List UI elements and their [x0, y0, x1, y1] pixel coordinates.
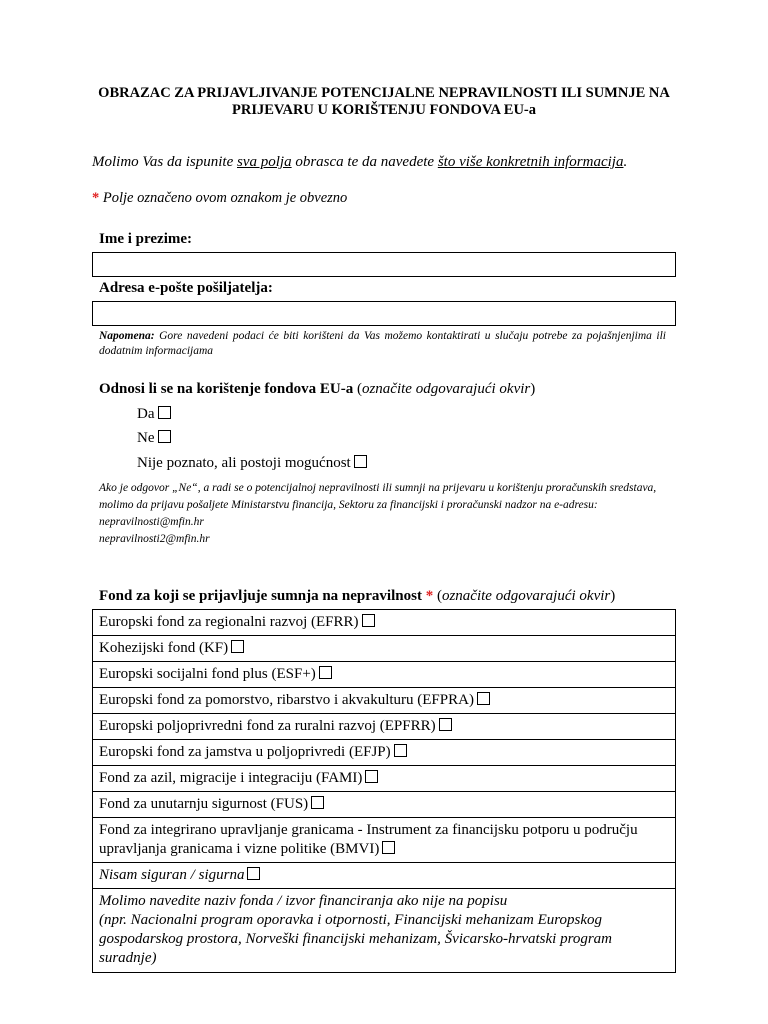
checkbox[interactable] [477, 692, 490, 705]
fund-label: Europski fond za regionalni razvoj (EFRR) [99, 614, 359, 630]
required-note [92, 190, 347, 207]
fund-label: Nisam siguran / sigurna [99, 867, 245, 883]
fund-row[interactable] [93, 662, 676, 688]
intro-text [92, 154, 627, 171]
info-text [99, 480, 659, 548]
option-label: Ne [137, 430, 155, 446]
other-fund-label: Molimo navedite naziv fonda / izvor financiranja ako nije na popisu [99, 893, 508, 909]
fund-label: Fond za azil, migracije i integraciju (FAMI) [99, 770, 363, 786]
form-title: OBRAZAC ZA PRIJAVLJIVANJE POTENCIJALNE NEPRAVILNOSTI ILI SUMNJE NA PRIJEVARU U KORIŠTENJU FONDOVA EU-a [98, 85, 670, 118]
fund-row[interactable] [93, 688, 676, 714]
checkbox[interactable] [439, 718, 452, 731]
info-email: nepravilnosti2@mfin.hr [99, 533, 210, 545]
other-fund-example[interactable]: (npr. Nacionalni program oporavka i otpornosti, Financijski mehanizam Europskog gospodarskog prostora, Norveški financijski mehanizam, Švicarsko-hrvatski program suradnje) [99, 912, 613, 966]
checkbox[interactable] [365, 770, 378, 783]
fund-row-not-sure[interactable] [93, 863, 676, 889]
fund-row[interactable] [93, 792, 676, 818]
fund-row[interactable] [93, 610, 676, 636]
intro-underlined: sva polja [237, 154, 292, 170]
fund-row[interactable] [93, 740, 676, 766]
checkbox[interactable] [382, 841, 395, 854]
question-label: Odnosi li se na korištenje fondova EU-a [99, 381, 354, 397]
fund-label: Europski fond za jamstva u poljoprivredi (EFJP) [99, 744, 391, 760]
option-ne[interactable] [137, 430, 171, 447]
required-star: * [425, 588, 434, 604]
fund-label: Europski poljoprivredni fond za ruralni razvoj (EPFRR) [99, 718, 436, 734]
option-label: Nije poznato, ali postoji mogućnost [137, 455, 351, 471]
checkbox[interactable] [354, 455, 367, 468]
email-input[interactable] [92, 301, 676, 326]
fund-label: Europski socijalni fond plus (ESF+) [99, 666, 316, 682]
email-label: Adresa e-pošte pošiljatelja: [99, 280, 273, 296]
checkbox[interactable] [158, 430, 171, 443]
eu-funds-question: Odnosi li se na korištenje fondova EU-a (označite odgovarajući okvir) [99, 381, 536, 397]
name-input[interactable] [92, 252, 676, 277]
info-email: nepravilnosti@mfin.hr [99, 516, 204, 528]
info-paragraph: Ako je odgovor „Ne“, a radi se o potencijalnoj nepravilnosti ili sumnji na prijevaru u korištenju proračunskih sredstava, molimo da prijavu pošaljete Ministarstvu financija, Sektoru za financijski i proračunski nadzor na e-adresu: [99, 482, 657, 511]
checkbox[interactable] [158, 406, 171, 419]
question-label: Fond za koji se prijavljuje sumnja na nepravilnost [99, 588, 422, 604]
fund-row-other [93, 889, 676, 973]
note-label: Napomena: [99, 330, 155, 342]
checkbox[interactable] [231, 640, 244, 653]
question-hint: označite odgovarajući okvir [361, 381, 531, 397]
option-da[interactable] [137, 406, 171, 423]
checkbox[interactable] [394, 744, 407, 757]
fund-label: Fond za unutarnju sigurnost (FUS) [99, 796, 309, 812]
fund-label: Kohezijski fond (KF) [99, 640, 229, 656]
fund-question: Fond za koji se prijavljuje sumnja na nepravilnost * (označite odgovarajući okvir) [99, 588, 616, 604]
fund-row[interactable] [93, 766, 676, 792]
fund-label: Europski fond za pomorstvo, ribarstvo i akvakulturu (EFPRA) [99, 692, 474, 708]
option-unknown[interactable] [137, 455, 367, 472]
intro-underlined: što više konkretnih informacija [437, 154, 624, 170]
checkbox[interactable] [247, 867, 260, 880]
option-label: Da [137, 406, 155, 422]
required-text: Polje označeno ovom oznakom je obvezno [99, 190, 348, 206]
fund-label: Fond za integrirano upravljanje granicama - Instrument za financijsku potporu u području upravljanja granicama i vizne politike (BMVI) [99, 822, 638, 857]
intro-part: . [623, 154, 628, 170]
checkbox[interactable] [319, 666, 332, 679]
intro-part: obrasca te da navedete [291, 154, 438, 170]
fund-row[interactable] [93, 714, 676, 740]
intro-part: Molimo Vas da ispunite [92, 154, 237, 170]
checkbox[interactable] [311, 796, 324, 809]
name-label: Ime i prezime: [99, 231, 193, 247]
note-text: Gore navedeni podaci će biti korišteni da Vas možemo kontaktirati u slučaju potrebe za pojašnjenjima ili dodatnim informacijama [99, 330, 666, 357]
question-hint: označite odgovarajući okvir [441, 588, 611, 604]
contact-note [99, 329, 666, 359]
fund-row[interactable] [93, 636, 676, 662]
checkbox[interactable] [362, 614, 375, 627]
fund-table [92, 609, 676, 973]
fund-row[interactable] [93, 818, 676, 863]
required-star: * [92, 190, 100, 206]
